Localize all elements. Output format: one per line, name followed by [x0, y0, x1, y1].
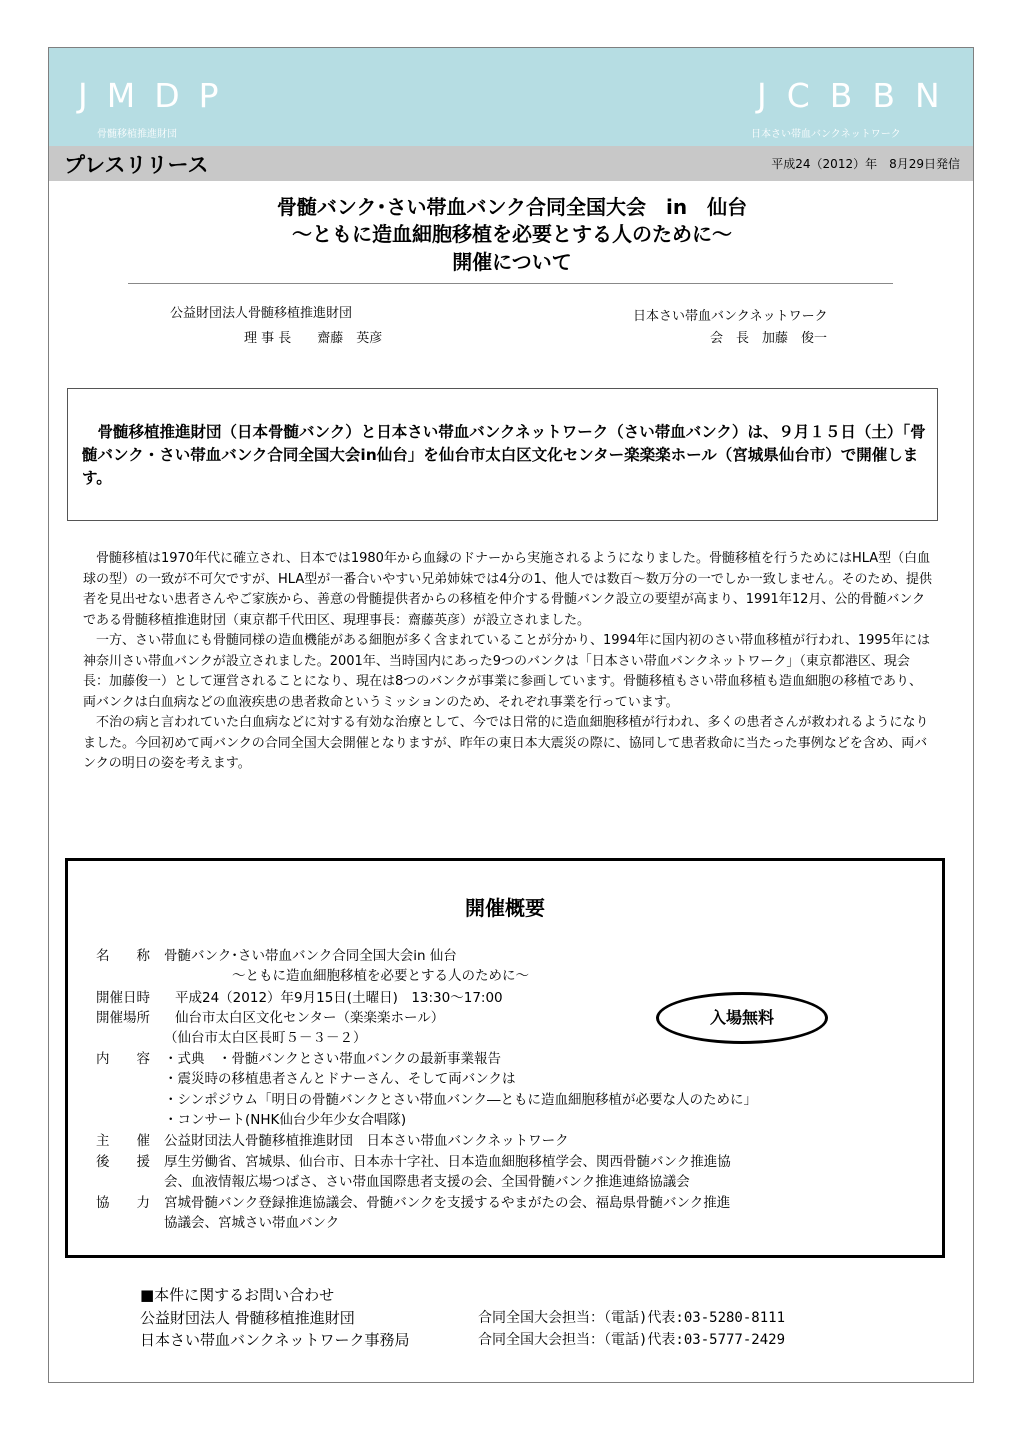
- jcbbn-subtitle: 日本さい帯血バンクネットワーク: [751, 129, 901, 140]
- overview-value: 厚生労働省、宮城県、仙台市、日本赤十字社、日本造血細胞移植学会、関西骨髄バンク推進協: [164, 1154, 731, 1170]
- summary-box: [67, 388, 938, 521]
- signatory-left-org: 公益財団法人骨髄移植推進財団: [170, 306, 353, 321]
- overview-value: 骨髄バンク･さい帯血バンク合同全国大会in 仙台: [164, 948, 457, 964]
- overview-value: 仙台市太白区文化センター（楽楽楽ホール）: [175, 1010, 445, 1026]
- overview-label: 開催場所: [96, 1010, 150, 1026]
- contact-tel-2: 合同全国大会担当：（電話)代表:03-5777-2429: [478, 1332, 786, 1348]
- contact-org-2: 日本さい帯血バンクネットワーク事務局: [140, 1331, 410, 1349]
- free-admission-badge: 入場無料: [656, 992, 828, 1044]
- overview-value: 宮城骨髄バンク登録推進協議会、骨髄バンクを支援するやまがたの会、福島県骨髄バンク推進: [164, 1195, 731, 1211]
- overview-label: 開催日時: [96, 990, 150, 1006]
- contact-heading: ■本件に関するお問い合わせ: [140, 1286, 335, 1304]
- jmdp-logo: JMDP: [78, 76, 238, 115]
- title-divider: [128, 283, 893, 284]
- overview-value: 公益財団法人骨髄移植推進財団 日本さい帯血バンクネットワーク: [164, 1133, 569, 1149]
- overview-value: ・シンポジウム「明日の骨髄バンクとさい帯血バンク―ともに造血細胞移植が必要な人のために」: [164, 1092, 757, 1108]
- jmdp-subtitle: 骨髄移植推進財団: [97, 129, 177, 140]
- title-line-1: 骨髄バンク･さい帯血バンク合同全国大会 in 仙台: [276, 195, 748, 219]
- title-subtitle: ～ともに造血細胞移植を必要とする人のために～: [292, 222, 732, 246]
- overview-value: ～ともに造血細胞移植を必要とする人のために～: [232, 968, 529, 984]
- overview-value: 協議会、宮城さい帯血バンク: [164, 1215, 340, 1231]
- contact-tel-1: 合同全国大会担当：（電話)代表:03-5280-8111: [478, 1310, 786, 1326]
- overview-label: 名 称: [96, 948, 150, 964]
- body-text: [83, 549, 933, 775]
- jcbbn-logo: JCBBN: [757, 76, 960, 115]
- signatory-right-person: 会 長 加藤 俊一: [710, 331, 828, 346]
- signatory-left-person: 理 事 長 齋藤 英彦: [244, 331, 383, 346]
- overview-value: ・コンサート(NHK仙台少年少女合唱隊): [164, 1112, 407, 1128]
- title-line-3: 開催について: [452, 250, 572, 274]
- summary-text: 骨髄移植推進財団（日本骨髄バンク）と日本さい帯血バンクネットワーク（さい帯血バンク）は、９月１５日（土）「骨髄バンク・さい帯血バンク合同全国大会in仙台」を仙台市太白区文化センター楽楽楽ホール（宮城県仙台市）で開催します。: [82, 423, 926, 487]
- body-paragraph: 不治の病と言われていた白血病などに対する有効な治療として、今では日常的に造血細胞移植が行われ、多くの患者さんが救われるようになりました。今回初めて両バンクの合同全国大会開催となりますが、昨年の東日本大震災の際に、協同して患者救命に当たった事例などを含め、両バンクの明日の姿を考えます。: [83, 715, 929, 771]
- overview-value: （仙台市太白区長町５－３－２）: [164, 1030, 367, 1046]
- overview-label: 後 援: [96, 1154, 150, 1170]
- overview-label: 内 容: [96, 1051, 150, 1067]
- release-date: 平成24（2012）年 8月29日発信: [771, 157, 960, 171]
- body-paragraph: 一方、さい帯血にも骨髄同様の造血機能がある細胞が多く含まれていることが分かり、1994年に国内初のさい帯血移植が行われ、1995年には神奈川さい帯血バンクが設立されました。2001年、当時国内にあった9つのバンクは「日本さい帯血バンクネットワーク」（東京都港区、現会長：加藤俊一）として運営されることになり、現在は8つのバンクが事業に参画しています。骨髄移植もさい帯血移植も造血細胞の移植であり、両バンクは白血病などの血液疾患の患者救命というミッションのため、それぞれ事業を行っています。: [83, 633, 930, 710]
- overview-value: 平成24（2012）年9月15日(土曜日) 13:30～17:00: [175, 990, 503, 1006]
- signatory-right-org: 日本さい帯血バンクネットワーク: [633, 309, 828, 324]
- overview-label: 主 催: [96, 1133, 150, 1149]
- overview-value: ・震災時の移植患者さんとドナーさん、そして両バンクは: [164, 1071, 516, 1087]
- contact-org-1: 公益財団法人 骨髄移植推進財団: [140, 1309, 355, 1327]
- overview-label: 協 力: [96, 1195, 150, 1211]
- overview-value: ・式典 ・骨髄バンクとさい帯血バンクの最新事業報告: [164, 1051, 501, 1067]
- overview-value: 会、血液情報広場つばさ、さい帯血国際患者支援の会、全国骨髄バンク推進連絡協議会: [164, 1174, 690, 1190]
- overview-heading: 開催概要: [465, 896, 545, 920]
- press-release-label: プレスリリース: [64, 153, 209, 177]
- body-paragraph: 骨髄移植は1970年代に確立され、日本では1980年から血縁のドナーから実施されるようになりました。骨髄移植を行うためにはHLA型（白血球の型）の一致が不可欠ですが、HLA型が一番合いやすい兄弟姉妹では4分の1、他人では数百～数万分の一でしか一致しません。そのため、提供者を見出せない患者さんやご家族から、善意の骨髄提供者からの移植を仲介する骨髄バンク設立の要望が高まり、1991年12月、公的骨髄バンクである骨髄移植推進財団（東京都千代田区、現理事長：齋藤英彦）が設立されました。: [83, 551, 933, 628]
